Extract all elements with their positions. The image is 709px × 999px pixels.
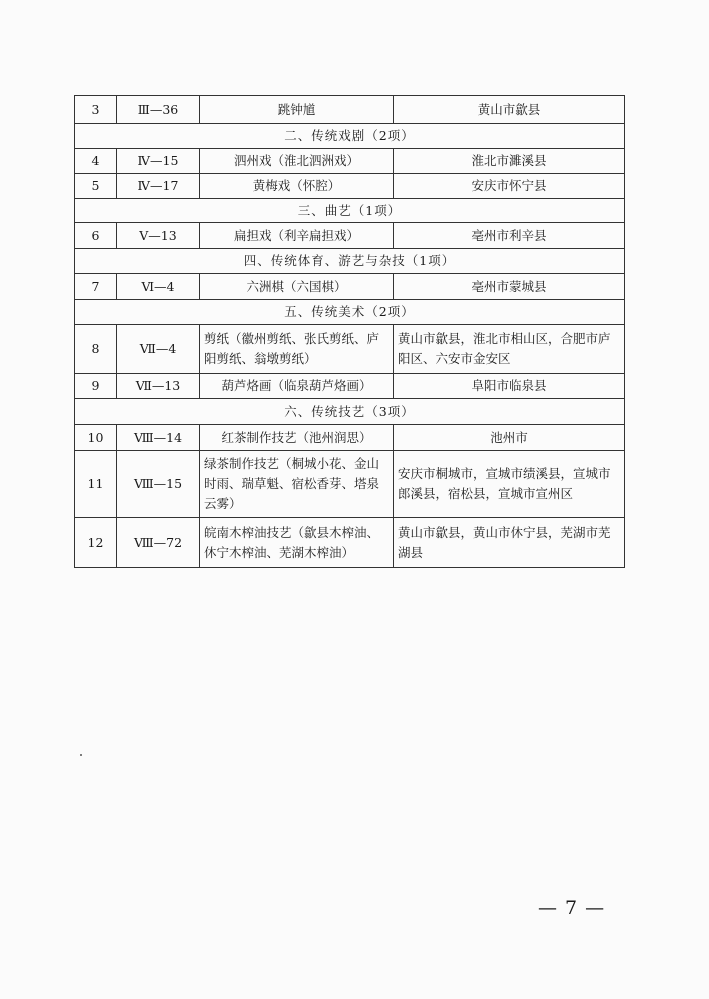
item-name: 黄梅戏（怀腔） [200, 174, 394, 199]
category-row [75, 124, 625, 149]
table-row [75, 174, 625, 199]
item-area: 亳州市蒙城县 [394, 274, 625, 300]
category-title: 五、传统美术（2项） [75, 300, 625, 325]
item-area: 池州市 [394, 425, 625, 451]
item-number: 4 [75, 149, 117, 174]
category-row [75, 300, 625, 325]
item-area: 阜阳市临泉县 [394, 374, 625, 399]
item-name: 扁担戏（利辛扁担戏） [200, 223, 394, 249]
table-row [75, 425, 625, 451]
item-name: 六洲棋（六国棋） [200, 274, 394, 300]
category-title: 三、曲艺（1项） [75, 199, 625, 223]
item-code: Ⅷ—14 [117, 425, 200, 451]
item-name: 红茶制作技艺（池州润思） [200, 425, 394, 451]
category-title: 四、传统体育、游艺与杂技（1项） [75, 249, 625, 274]
item-number: 6 [75, 223, 117, 249]
item-code: Ⅳ—17 [117, 174, 200, 199]
category-title: 六、传统技艺（3项） [75, 399, 625, 425]
table-row [75, 451, 625, 518]
item-number: 5 [75, 174, 117, 199]
item-name: 泗州戏（淮北泗洲戏） [200, 149, 394, 174]
item-name: 绿茶制作技艺（桐城小花、金山时雨、瑞草魁、宿松香芽、塔泉云雾） [200, 451, 394, 518]
item-number: 11 [75, 451, 117, 518]
item-code: Ⅶ—13 [117, 374, 200, 399]
heritage-list-table [74, 95, 625, 568]
table-row [75, 149, 625, 174]
item-name: 剪纸（徽州剪纸、张氏剪纸、庐阳剪纸、翁墩剪纸） [200, 325, 394, 374]
category-row [75, 199, 625, 223]
table-row [75, 518, 625, 568]
table-row [75, 374, 625, 399]
item-area: 淮北市濉溪县 [394, 149, 625, 174]
item-area: 亳州市利辛县 [394, 223, 625, 249]
item-area: 黄山市歙县 [394, 96, 625, 124]
item-area: 安庆市怀宁县 [394, 174, 625, 199]
item-area: 黄山市歙县，黄山市休宁县，芜湖市芜湖县 [394, 518, 625, 568]
item-code: Ⅶ—4 [117, 325, 200, 374]
item-name: 葫芦烙画（临泉葫芦烙画） [200, 374, 394, 399]
item-number: 10 [75, 425, 117, 451]
item-number: 9 [75, 374, 117, 399]
item-code: Ⅴ—13 [117, 223, 200, 249]
category-row [75, 399, 625, 425]
scan-speck [80, 754, 82, 756]
item-number: 12 [75, 518, 117, 568]
item-code: Ⅲ—36 [117, 96, 200, 124]
item-number: 8 [75, 325, 117, 374]
item-code: Ⅳ—15 [117, 149, 200, 174]
table-row [75, 325, 625, 374]
category-title: 二、传统戏剧（2项） [75, 124, 625, 149]
category-row [75, 249, 625, 274]
item-name: 皖南木榨油技艺（歙县木榨油、休宁木榨油、芜湖木榨油） [200, 518, 394, 568]
item-name: 跳钟馗 [200, 96, 394, 124]
item-number: 7 [75, 274, 117, 300]
item-area: 黄山市歙县，淮北市相山区，合肥市庐阳区、六安市金安区 [394, 325, 625, 374]
item-code: Ⅷ—15 [117, 451, 200, 518]
page-number: — 7 — [538, 897, 606, 919]
table-row [75, 274, 625, 300]
table-body [75, 96, 625, 568]
item-code: Ⅵ—4 [117, 274, 200, 300]
item-number: 3 [75, 96, 117, 124]
table-row [75, 223, 625, 249]
item-area: 安庆市桐城市，宣城市绩溪县，宣城市郎溪县，宿松县，宣城市宣州区 [394, 451, 625, 518]
table-row [75, 96, 625, 124]
item-code: Ⅷ—72 [117, 518, 200, 568]
